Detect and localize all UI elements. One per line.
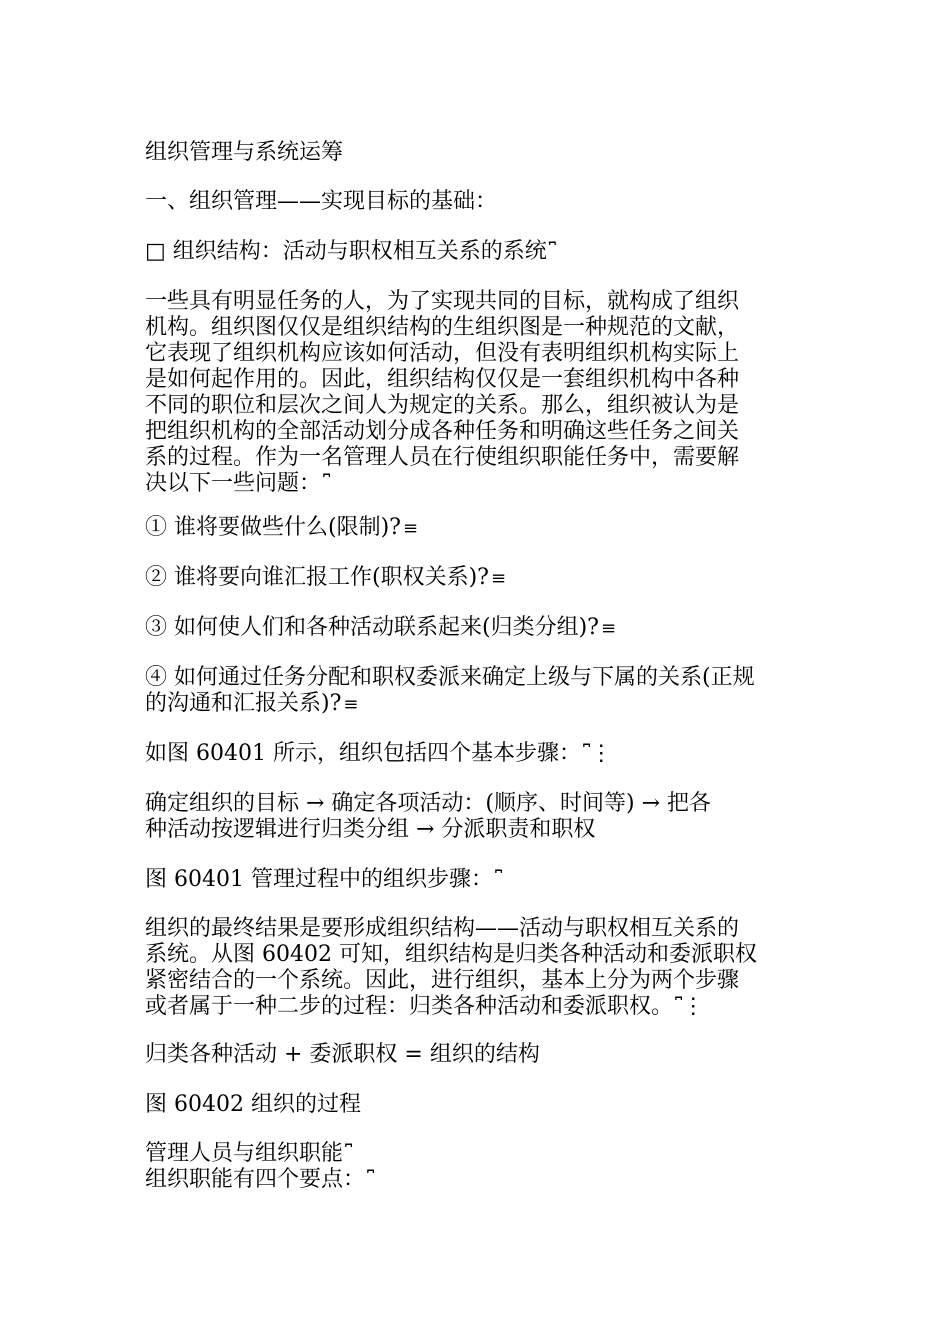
formula: 归类各种活动 + 委派职权 = 组织的结构 xyxy=(145,1042,540,1067)
paragraph-2-line-4: 或者属于一种二步的过程：归类各种活动和委派职权。 ⎴⋮ xyxy=(145,994,705,1019)
return-mark: ⎴ xyxy=(323,474,331,495)
paragraph-2-line-2: 系统。从图 60402 可知，组织结构是归类各种活动和委派职权 xyxy=(145,942,757,967)
return-mark: ⎴ xyxy=(367,1170,375,1191)
return-mark: ⎴ xyxy=(345,1144,353,1165)
question-4-line-1: ④ 如何通过任务分配和职权委派来确定上级与下属的关系(正规 xyxy=(145,665,755,690)
question-4-line-2: 的沟通和汇报关系)? ≡ xyxy=(145,691,359,716)
colon-mark: ⋮ xyxy=(682,994,705,1019)
paragraph-1-line-1: 一些具有明显任务的人，为了实现共同的目标，就构成了组织 xyxy=(145,289,740,314)
paragraph-2-line-3: 紧密结合的一个系统。因此，进行组织，基本上分为两个步骤 xyxy=(145,968,740,993)
return-mark: ⎴ xyxy=(582,744,591,765)
document-title: 组织管理与系统运筹 xyxy=(145,140,344,165)
paragraph-1-line-7: 系的过程。作为一名管理人员在行使组织职能任务中，需要解 xyxy=(145,445,740,470)
steps-flow-line-2: 种活动按逻辑进行归类分组 → 分派职责和职权 xyxy=(145,817,596,842)
paragraph-1-line-4: 是如何起作用的。因此，组织结构仅仅是一套组织机构中各种 xyxy=(145,367,740,392)
paragraph-1-line-2: 机构。组织图仅仅是组织结构的生组织图是一种规范的文献， xyxy=(145,315,740,340)
question-1: ① 谁将要做些什么(限制)? ≡ xyxy=(145,515,419,540)
steps-flow-line-1: 确定组织的目标 → 确定各项活动：(顺序、时间等) → 把各 xyxy=(145,791,712,816)
bullet-heading: □ 组织结构：活动与职权相互关系的系统 ⎴ xyxy=(145,239,556,264)
return-mark: ⎴ xyxy=(548,242,556,263)
figure-1-caption: 图 60401 管理过程中的组织步骤： ⎴ xyxy=(145,867,503,892)
paragraph-1-line-6: 把组织机构的全部活动划分成各种任务和明确这些任务之间关 xyxy=(145,419,740,444)
equiv-mark: ≡ xyxy=(490,568,507,589)
equiv-mark: ≡ xyxy=(402,518,419,539)
equiv-mark: ≡ xyxy=(343,694,359,715)
steps-intro: 如图 60401 所示，组织包括四个基本步骤： ⎴⋮ xyxy=(145,741,613,766)
equiv-mark: ≡ xyxy=(600,618,617,639)
section-heading: 一、组织管理——实现目标的基础： xyxy=(145,189,498,214)
closing-line-1: 管理人员与组织职能 ⎴ xyxy=(145,1141,353,1166)
paragraph-1-line-8: 决以下一些问题： ⎴ xyxy=(145,471,331,496)
return-mark: ⎴ xyxy=(494,870,503,891)
paragraph-2-line-1: 组织的最终结果是要形成组织结构——活动与职权相互关系的 xyxy=(145,916,740,941)
question-3: ③ 如何使人们和各种活动联系起来(归类分组)? ≡ xyxy=(145,615,617,640)
paragraph-1-line-3: 它表现了组织机构应该如何活动，但没有表明组织机构实际上 xyxy=(145,341,740,366)
question-2: ② 谁将要向谁汇报工作(职权关系)? ≡ xyxy=(145,565,507,590)
closing-line-2: 组织职能有四个要点： ⎴ xyxy=(145,1167,375,1192)
paragraph-1-line-5: 不同的职位和层次之间人为规定的关系。那么，组织被认为是 xyxy=(145,393,740,418)
return-mark: ⎴ xyxy=(675,997,683,1018)
figure-2-caption: 图 60402 组织的过程 xyxy=(145,1092,361,1117)
colon-mark: ⋮ xyxy=(590,741,613,766)
